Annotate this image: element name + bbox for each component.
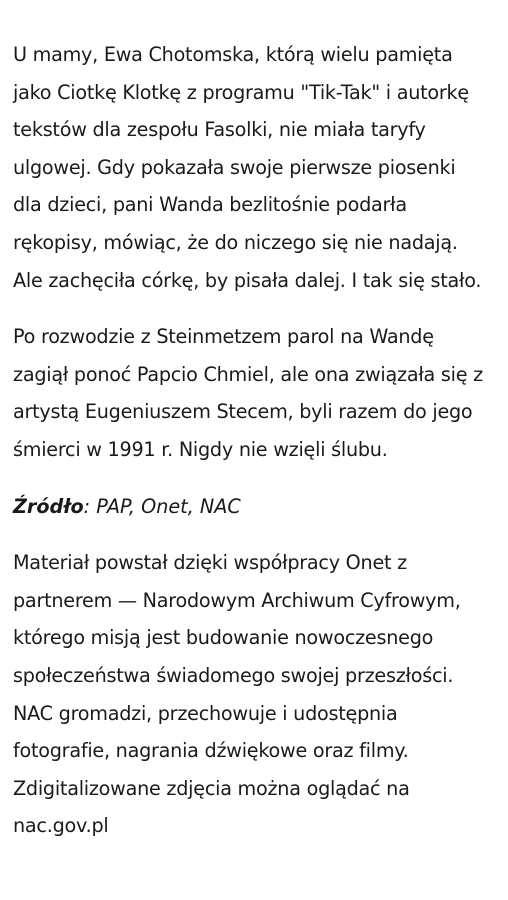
text-line: artystą Eugeniuszem Stecem, byli razem do jego xyxy=(13,400,473,424)
paragraph-chotomska xyxy=(13,36,503,299)
source-label: Źródło xyxy=(13,494,84,518)
text-line: tekstów dla zespołu Fasolki, nie miała taryfy xyxy=(13,118,426,142)
source-text: : PAP, Onet, NAC xyxy=(83,494,241,518)
text-line: Po rozwodzie z Steinmetzem parol na Wandę xyxy=(13,325,434,349)
text-line: dla dzieci, pani Wanda bezlitośnie podarła xyxy=(13,193,407,217)
paragraph-spacer xyxy=(13,299,503,318)
nac-link[interactable]: nac.gov.pl xyxy=(13,814,109,838)
text-line: rękopisy, mówiąc, że do niczego się nie nadają. xyxy=(13,230,458,254)
paragraph-nac-partnership xyxy=(13,544,503,845)
text-line: zagiął ponoć Papcio Chmiel, ale ona związała się z xyxy=(13,362,483,386)
text-line: partnerem — Narodowym Archiwum Cyfrowym, xyxy=(13,588,461,612)
text-line: społeczeństwa świadomego swojej przeszłości. xyxy=(13,663,454,687)
text-line: U mamy, Ewa Chotomska, którą wielu pamięta xyxy=(13,43,453,66)
text-line: ulgowej. Gdy pokazała swoje pierwsze piosenki xyxy=(13,155,456,179)
text-line: którego misją jest budowanie nowoczesnego xyxy=(13,626,434,650)
text-line: śmierci w 1991 r. Nigdy nie wzięli ślubu. xyxy=(13,437,388,461)
text-line: Zdigitalizowane zdjęcia można oglądać na xyxy=(13,776,410,800)
text-line: NAC gromadzi, przechowuje i udostępnia xyxy=(13,701,398,725)
paragraph-spacer xyxy=(13,525,503,544)
text-line: Materiał powstał dzięki współpracy Onet z xyxy=(13,551,407,575)
text-line: Ale zachęciła córkę, by pisała dalej. I tak się stało. xyxy=(13,268,482,292)
article-body xyxy=(13,36,503,845)
text-line: fotografie, nagrania dźwiękowe oraz filmy. xyxy=(13,739,409,763)
paragraph-spacer xyxy=(13,469,503,488)
paragraph-stec xyxy=(13,318,503,468)
text-line: jako Ciotkę Klotkę z programu "Tik-Tak" i autorkę xyxy=(13,80,469,104)
source-attribution xyxy=(13,488,503,526)
